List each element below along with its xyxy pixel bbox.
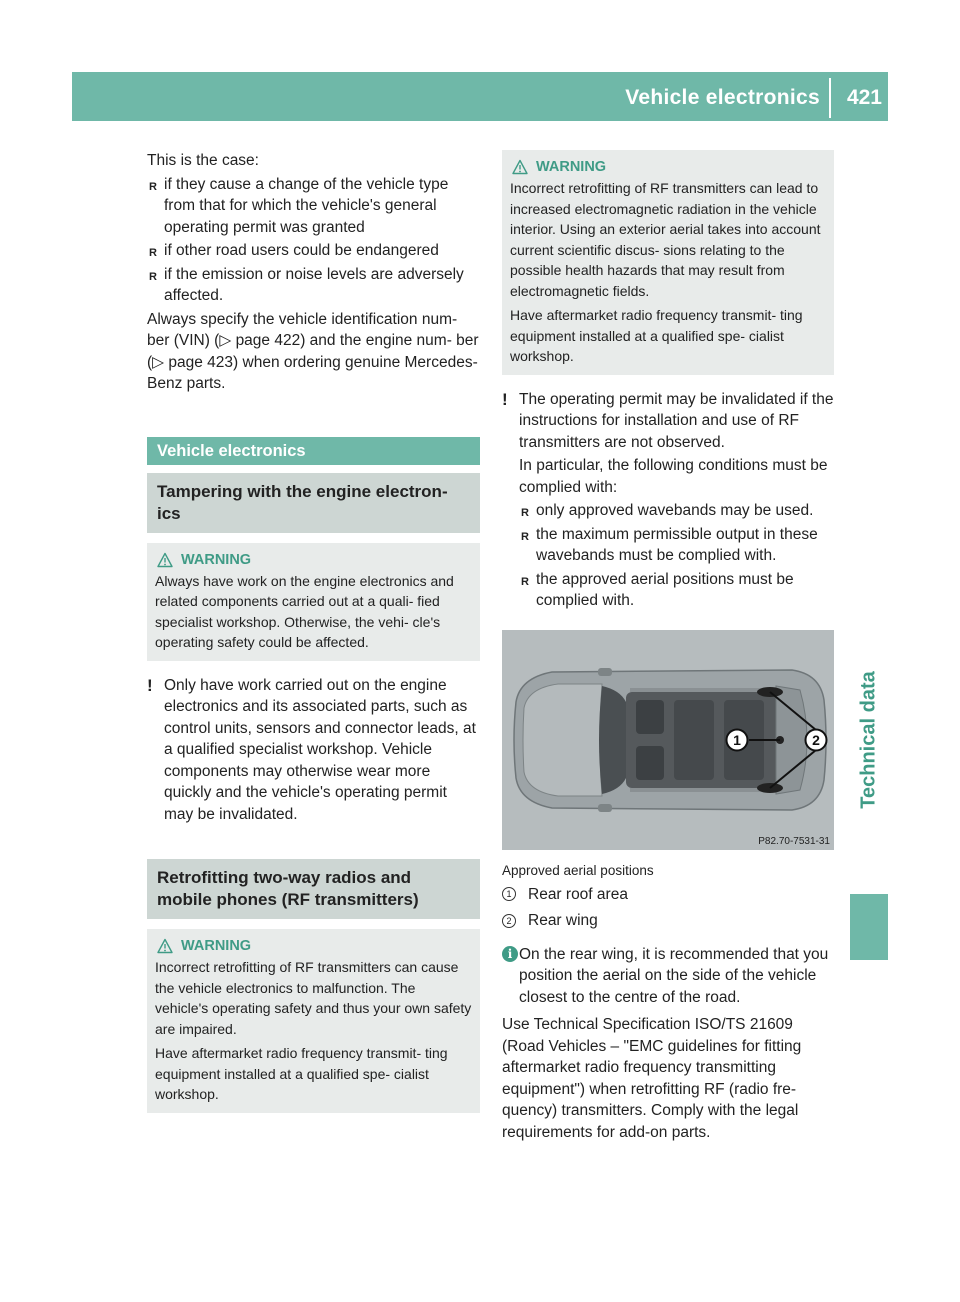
left-column <box>147 150 480 1113</box>
info-text: On the rear wing, it is recommended that you position the aerial on the side of the vehicle closest to the centre of the road. <box>519 945 829 1006</box>
caution-text: Only have work carried out on the engine electronics and its associated parts, such as control units, sensors and connector leads, at a qualified specialist workshop. Vehicle components may otherwise wear more quickly and the vehicle's operating permit may be invalidated. <box>164 676 476 823</box>
vin-paragraph: Always specify the vehicle identification num- ber (VIN) (▷ page 422) and the engine num- ber (▷ page 423) when ordering genuine Mercedes-Benz parts. <box>147 310 479 392</box>
callout-label-1: 1 <box>733 731 741 748</box>
warning-heading <box>510 156 826 178</box>
warning-label: WARNING <box>181 938 252 954</box>
warning-text: Incorrect retrofitting of RF transmitters can lead to increased electromagnetic radiation in the vehicle interior. Using an exterior aerial takes into account current scientific discus- sions relating to the possible health hazards that may result from electromagnetic fields. <box>510 180 821 299</box>
caution-text: The operating permit may be invalidated if the instructions for installation and use of RF transmitters are not observed. <box>519 390 834 451</box>
info-note <box>502 944 834 1009</box>
warning-label: WARNING <box>536 159 607 175</box>
warning-icon <box>157 938 173 954</box>
chapter-tab-label: Technical data <box>857 671 880 809</box>
warning-box <box>502 150 834 375</box>
warning-heading <box>155 935 472 957</box>
caution-note <box>502 389 834 612</box>
caution-text: In particular, the following conditions must be complied with: <box>519 457 828 496</box>
list-item: R the maximum permissible output in these wavebands must be complied with. <box>519 524 834 567</box>
chapter-tab-marker <box>850 894 888 960</box>
subsection-title: Retrofitting two-way radios and mobile phones (RF transmitters) <box>147 859 480 919</box>
page-header <box>72 72 888 121</box>
header-divider <box>829 78 831 118</box>
callout-label-2: 2 <box>812 731 820 748</box>
vehicle-top-view-figure <box>502 630 834 850</box>
info-icon: i <box>502 946 518 962</box>
warning-text: Always have work on the engine electronics and related components carried out at a quali- fied specialist workshop. Otherwise, the vehi- cle's operating safety could be affected. <box>155 572 454 650</box>
list-item: R if other road users could be endangered <box>147 240 480 262</box>
legend-item <box>502 910 834 932</box>
vehicle-illustration <box>502 630 834 850</box>
legend-item <box>502 884 834 906</box>
list-item: R only approved wavebands may be used. <box>519 500 834 522</box>
section-title: Vehicle electronics <box>147 437 480 465</box>
intro-text: This is the case: <box>147 152 259 169</box>
warning-text: Have aftermarket radio frequency transmit- ting equipment installed at a qualified spe- cialist workshop. <box>155 1045 448 1102</box>
header-title: Vehicle electronics <box>625 86 820 109</box>
list-item: R if the emission or noise levels are adversely affected. <box>147 264 480 307</box>
figure-caption: Approved aerial positions <box>502 862 654 878</box>
chapter-tab <box>850 620 888 860</box>
legend-number: 1 <box>502 887 516 901</box>
figure-code: P82.70-7531-31 <box>758 835 830 847</box>
caution-note <box>147 675 480 826</box>
warning-icon <box>157 552 173 568</box>
warning-text: Incorrect retrofitting of RF transmitters can cause the vehicle electronics to malfunction. The vehicle's operating safety and thus your own safety are impaired. <box>155 959 472 1037</box>
exclamation-icon: ! <box>147 675 153 695</box>
subsection-title: Tampering with the engine electron- ics <box>147 473 480 533</box>
warning-box <box>147 929 480 1113</box>
list-item: R the approved aerial positions must be complied with. <box>519 569 834 612</box>
warning-heading <box>155 549 472 571</box>
warning-text: Have aftermarket radio frequency transmit- ting equipment installed at a qualified spe- cialist workshop. <box>510 307 803 364</box>
warning-label: WARNING <box>181 551 252 568</box>
warning-icon <box>512 159 528 175</box>
right-column <box>502 150 834 1143</box>
legend-label: Rear wing <box>528 912 598 929</box>
legend-label: Rear roof area <box>528 885 628 903</box>
list-item: R if they cause a change of the vehicle type from that for which the vehicle's general operating permit was granted <box>147 174 480 239</box>
warning-box <box>147 543 480 661</box>
page-number: 421 <box>846 86 882 109</box>
legend-number: 2 <box>502 914 516 928</box>
exclamation-icon: ! <box>502 389 508 409</box>
specification-paragraph: Use Technical Specification ISO/TS 21609 (Road Vehicles – "EMC guidelines for fitting aftermarket radio frequency transmitting equipment") when retrofitting RF (radio fre- quency) transmitters. Comply with the legal requirements for add-on parts. <box>502 1016 802 1141</box>
